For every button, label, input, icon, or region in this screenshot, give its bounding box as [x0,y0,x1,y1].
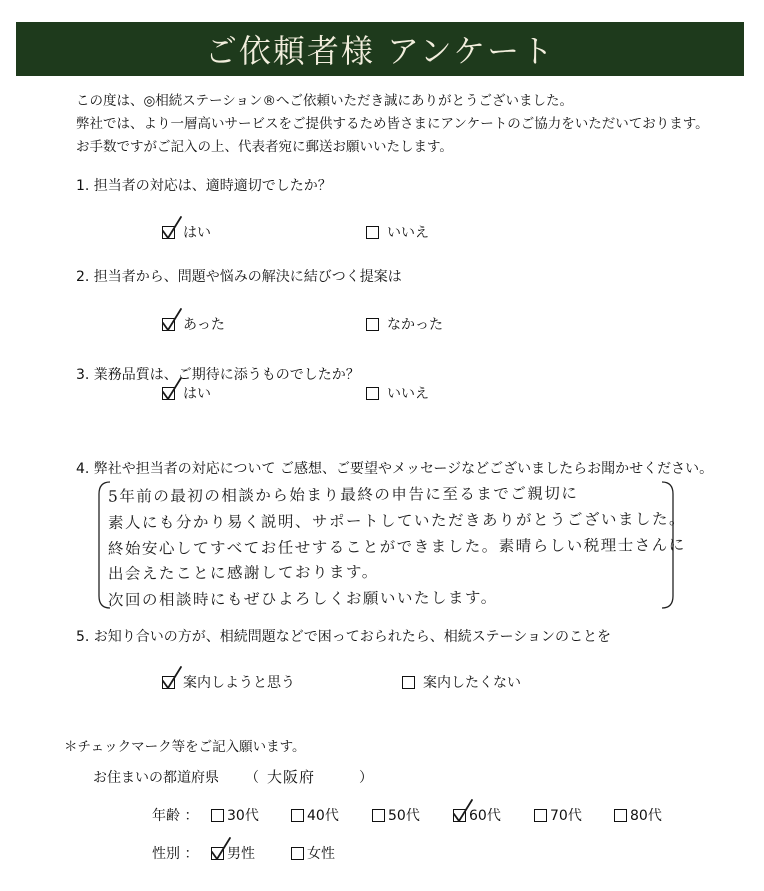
option-label: 30代 [227,808,259,824]
comment-box[interactable] [96,478,687,612]
checkbox[interactable] [162,318,175,331]
option-label: 案内しようと思う [183,675,295,691]
q3-option-yes[interactable] [162,383,211,403]
q3-option-no[interactable] [366,383,429,403]
q1-option-no[interactable] [366,222,429,242]
checkmark-icon [161,666,183,690]
checkbox[interactable] [614,809,627,822]
checkbox[interactable] [453,809,466,822]
checkbox[interactable] [162,676,175,689]
age-option-40s[interactable] [291,805,339,825]
question-4-label: 4. 弊社や担当者の対応について ご感想、ご要望やメッセージなどございましたらお聞かせください。 [76,461,714,477]
checkbox[interactable] [372,809,385,822]
option-label: 60代 [469,808,501,824]
option-label: 40代 [307,808,339,824]
option-label: あった [183,317,225,333]
comment-line: 素人にも分かり易く説明、サポートしていただきありがとうございました。 [107,509,687,533]
question-5-label: 5. お知り合いの方が、相続問題などで困っておられたら、相続ステーションのことを [76,629,611,645]
checkmark-icon [210,837,232,861]
age-option-70s[interactable] [534,805,582,825]
question-2-label: 2. 担当者から、問題や悩みの解決に結びつく提案は [76,269,402,285]
checkbox[interactable] [366,318,379,331]
checkmark-icon [161,216,183,240]
q5-option-no[interactable] [402,672,521,692]
checkbox[interactable] [402,676,415,689]
option-label: 男性 [227,846,255,862]
option-label: 女性 [307,846,335,862]
prefecture-value[interactable]: 大阪府 [267,768,316,786]
survey-header [16,22,744,76]
age-option-60s[interactable] [453,805,501,825]
comment-line: 5年前の最初の相談から始まり最終の申告に至るまでご親切に [107,484,579,506]
gender-option-female[interactable] [291,843,335,863]
gender-label: 性別 ： [152,846,199,862]
prefecture-close-paren: ） [359,769,374,786]
checkbox[interactable] [366,387,379,400]
survey-title: ご依頼者様 アンケート [204,32,556,70]
age-label: 年齢 ： [152,808,199,824]
checkmark-note: ＊チェックマーク等をご記入願います。 [64,739,306,755]
option-label: はい [183,386,211,402]
prefecture-label: お住まいの都道府県 [93,769,219,786]
prefecture-open-paren: （ [245,769,259,786]
checkbox[interactable] [291,847,304,860]
intro-line: お手数ですがご記入の上、代表者宛に郵送お願いいたします。 [76,139,453,155]
checkmark-icon [161,377,183,401]
comment-line: 終始安心してすべてお任せすることができました。素晴らしい税理士さんに [107,535,686,559]
checkbox[interactable] [162,226,175,239]
option-label: 50代 [388,808,420,824]
intro-text [76,90,709,159]
question-3-label: 3. 業務品質は、ご期待に添うものでしたか？ [76,367,360,383]
q1-option-yes[interactable] [162,222,211,242]
checkbox[interactable] [366,226,379,239]
q5-option-yes[interactable] [162,672,295,692]
option-label: いいえ [387,386,429,402]
checkbox[interactable] [534,809,547,822]
age-option-50s[interactable] [372,805,420,825]
option-label: 80代 [630,808,662,824]
intro-line: 弊社では、より一層高いサービスをご提供するため皆さまにアンケートのご協力をいただいております。 [76,116,709,132]
age-option-30s[interactable] [211,805,259,825]
option-label: 70代 [550,808,582,824]
comment-line: 次回の相談時にもぜひよろしくお願いいたします。 [107,588,498,610]
q2-option-yes[interactable] [162,314,225,334]
gender-option-male[interactable] [211,843,255,863]
checkbox[interactable] [211,847,224,860]
option-label: いいえ [387,225,429,241]
checkmark-icon [161,308,183,332]
checkbox[interactable] [211,809,224,822]
checkbox[interactable] [162,387,175,400]
age-option-80s[interactable] [614,805,662,825]
q2-option-no[interactable] [366,314,443,334]
option-label: 案内したくない [423,675,521,691]
option-label: なかった [387,317,443,333]
checkbox[interactable] [291,809,304,822]
checkmark-icon [452,799,474,823]
question-1-label: 1. 担当者の対応は、適時適切でしたか？ [76,178,332,194]
option-label: はい [183,225,211,241]
intro-line: この度は、◎相続ステーション®へご依頼いただき誠にありがとうございました。 [76,93,573,109]
comment-line: 出会えたことに感謝しております。 [107,563,379,583]
prefecture-row [93,766,373,787]
